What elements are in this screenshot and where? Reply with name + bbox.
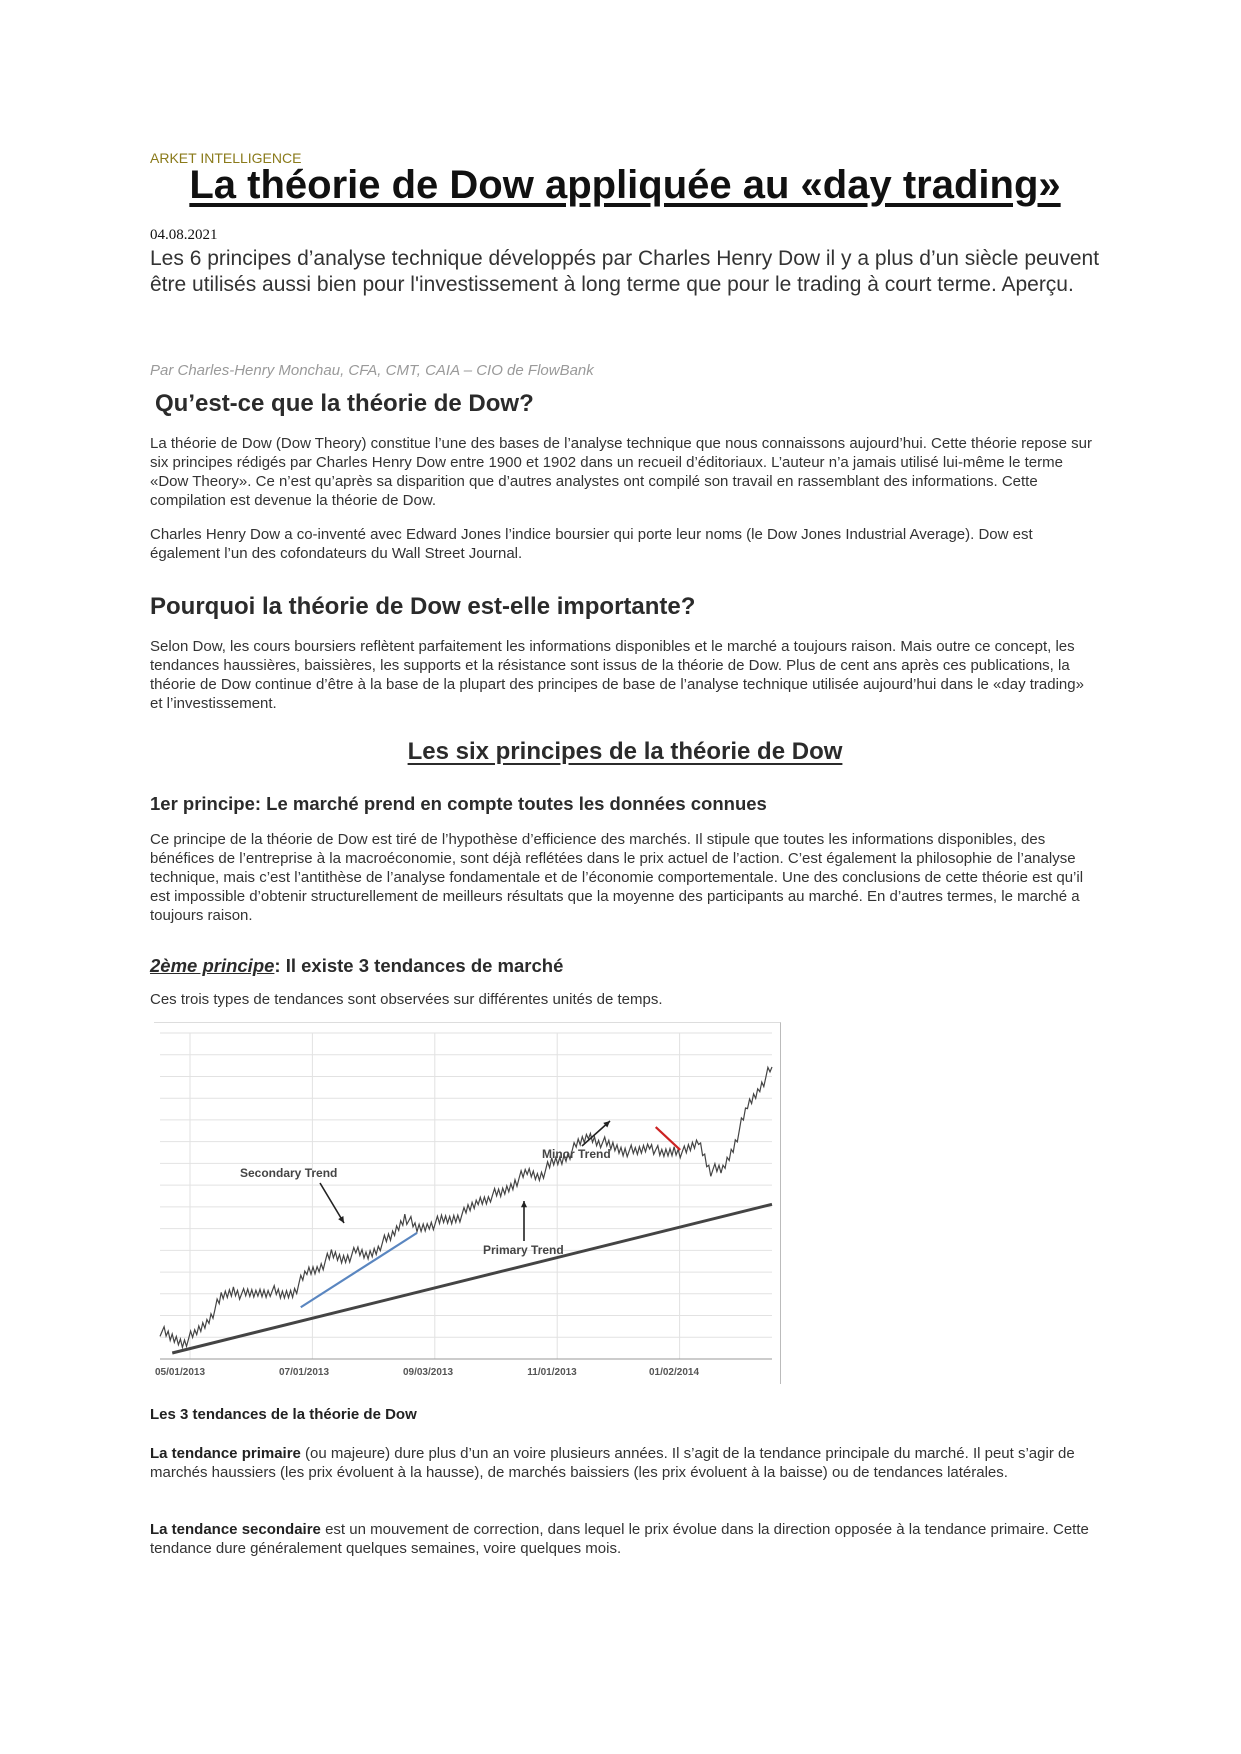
principle-1-heading: 1er principe: Le marché prend en compte toutes les données connues — [150, 793, 767, 814]
primary-trend-term: La tendance primaire — [150, 1445, 301, 1462]
annotation-minor-trend: Minor Trend — [542, 1147, 611, 1161]
primary-trend-paragraph — [150, 1444, 1100, 1482]
publication-date: 04.08.2021 — [150, 227, 218, 243]
principle-2-paragraph: Ces trois types de tendances sont observées sur différentes unités de temps. — [150, 991, 663, 1008]
secondary-trend-paragraph — [150, 1520, 1100, 1558]
principle-1-paragraph: Ce principe de la théorie de Dow est tiré de l’hypothèse d’efficience des marchés. Il stipule que toutes les informations disponibles, des bénéfices de l’entreprise à la macroéconomie, sont déjà reflétées dans le prix actuel de l’action. C’est également la philosophie de l’analyse technique, mais c’est l’antithèse de l’analyse fondamentale et de l’économie comportementale. Une des conclusions de cette théorie est qu’il est impossible d’obtenir structurellement de meilleurs résultats que la moyenne des participants au marché. En d’autres termes, le marché a toujours raison. — [150, 831, 1084, 924]
section1-paragraph-1: La théorie de Dow (Dow Theory) constitue l’une des bases de l’analyse technique que nous connaissons aujourd’hui. Cette théorie repose sur six principes rédigés par Charles Henry Dow entre 1900 et 1902 dans un recueil d’éditoriaux. L’auteur n’a jamais utilisé lui-même le terme «Dow Theory». Ce n’est qu’après sa disparition que d’autres analystes ont compilé son travail en rassemblant des informations. Cette compilation est devenue la théorie de Dow. — [150, 435, 1092, 509]
kicker: ARKET INTELLIGENCE — [150, 150, 302, 166]
arrow-secondary-trend — [320, 1183, 344, 1223]
x-tick-label: 09/03/2013 — [402, 1367, 454, 1378]
section1-paragraph-2: Charles Henry Dow a co-inventé avec Edward Jones l’indice boursier qui porte leur noms (le Dow Jones Industrial Average). Dow est également l’un des cofondateurs du Wall Street Journal. — [150, 526, 1033, 562]
x-tick-label: 05/01/2013 — [154, 1367, 206, 1378]
trendline-primary-trend — [172, 1204, 772, 1353]
section-heading-what-is: Qu’est-ce que la théorie de Dow? — [155, 390, 534, 417]
x-tick-label: 07/01/2013 — [278, 1367, 330, 1378]
lead-paragraph: Les 6 principes d’analyse technique développés par Charles Henry Dow il y a plus d’un siècle peuvent être utilisés aussi bien pour l'investissement à long terme que pour le trading à court terme. Aperçu. — [150, 247, 1100, 296]
secondary-trend-term: La tendance secondaire — [150, 1521, 321, 1538]
primary-trend-text: (ou majeure) dure plus d’un an voire plusieurs années. Il s’agit de la tendance principale du marché. Il peut s’agir de marchés haussiers (les prix évoluent à la hausse), de marchés baissiers (les prix évoluent à la baisse) ou de tendances latérales. — [150, 1445, 1075, 1481]
section-heading-why-important: Pourquoi la théorie de Dow est-elle importante? — [150, 593, 696, 620]
secondary-trend-text: est un mouvement de correction, dans lequel le prix évolue dans la direction opposée à la tendance primaire. Cette tendance dure généralement quelques semaines, voire quelques mois. — [150, 1521, 1089, 1557]
chart-svg — [154, 1023, 780, 1384]
figure-caption: Les 3 tendances de la théorie de Dow — [150, 1406, 417, 1423]
x-tick-label: 01/02/2014 — [648, 1367, 700, 1378]
x-tick-label: 11/01/2013 — [527, 1367, 577, 1378]
principle-2-heading-rest: : Il existe 3 tendances de marché — [274, 955, 564, 976]
arrow-primary-trend-head — [521, 1201, 527, 1207]
byline: Par Charles-Henry Monchau, CFA, CMT, CAIA – CIO de FlowBank — [150, 362, 594, 379]
page-title: La théorie de Dow appliquée au «day trading» — [189, 163, 1061, 207]
principle-2-heading — [150, 955, 563, 977]
annotation-primary-trend: Primary Trend — [483, 1243, 564, 1257]
section2-paragraph-1: Selon Dow, les cours boursiers reflètent parfaitement les informations disponibles et le marché a toujours raison. Mais outre ce concept, les tendances haussières, baissières, les supports et la résistance sont issus de la théorie de Dow. Plus de cent ans après ces publications, la théorie de Dow continue d’être à la base de la plupart des principes de base de l’analyse technique utilisée aujourd’hui dans le «day trading» et l’investissement. — [150, 638, 1084, 712]
section-heading-six-principles: Les six principes de la théorie de Dow — [407, 738, 843, 765]
dow-trends-chart — [154, 1022, 781, 1384]
trendline-minor-trend — [656, 1127, 680, 1150]
annotation-secondary-trend: Secondary Trend — [240, 1166, 338, 1180]
principle-2-link[interactable]: 2ème principe — [150, 955, 275, 976]
